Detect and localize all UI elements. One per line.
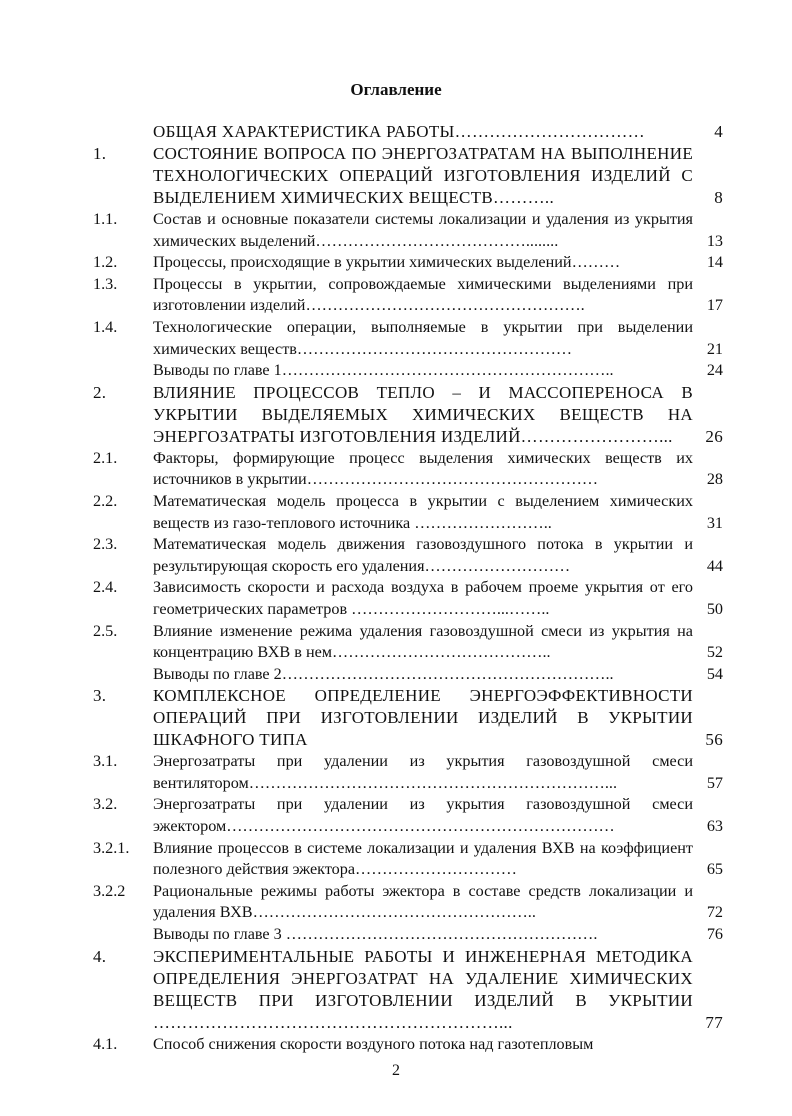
toc-entry-number: 3.2.2 <box>93 881 126 900</box>
page-title: Оглавление <box>350 80 442 99</box>
toc-entry-page: 63 <box>706 817 723 836</box>
toc-entry-number: 1.3. <box>93 274 118 293</box>
toc-entry-page: 13 <box>706 231 723 250</box>
toc-entry <box>93 946 733 1034</box>
toc-entry-number: 4.1. <box>93 1034 118 1053</box>
toc-entry <box>93 751 733 794</box>
toc-entry-number: 1.4. <box>93 317 118 336</box>
toc-entry-number: 2.1. <box>93 448 118 467</box>
toc-entry-page: 72 <box>706 903 723 922</box>
table-of-contents <box>93 121 733 1055</box>
toc-entry <box>93 577 733 620</box>
toc-entry-title: ОБЩАЯ ХАРАКТЕРИСТИКА РАБОТЫ…………………………… <box>153 122 645 141</box>
toc-entry <box>93 360 733 382</box>
toc-entry <box>93 838 733 881</box>
toc-entry-page: 4 <box>714 122 723 141</box>
toc-entry <box>93 317 733 360</box>
toc-entry-title: Математическая модель движения газовоздушного потока в укрытии и результирующая скорость его удаления……………………… <box>153 535 693 575</box>
toc-entry-number: 1.2. <box>93 253 118 272</box>
toc-entry-title: Технологические операции, выполняемые в укрытии при выделении химических веществ…………………………………………… <box>153 317 693 358</box>
toc-entry <box>93 794 733 837</box>
toc-entry <box>93 252 733 274</box>
toc-entry <box>93 382 733 448</box>
toc-entry-page: 28 <box>706 470 723 489</box>
toc-entry-title: Математическая модель процесса в укрытии с выделением химических веществ из газо-теплового источника …………………….. <box>153 491 693 532</box>
toc-entry-title: СОСТОЯНИЕ ВОПРОСА ПО ЭНЕРГОЗАТРАТАМ НА ВЫПОЛНЕНИЕ ТЕХНОЛОГИЧЕСКИХ ОПЕРАЦИЙ ИЗГОТОВЛЕНИЯ ИЗДЕЛИЙ С ВЫДЕЛЕНИЕМ ХИМИЧЕСКИХ ВЕЩЕСТВ……….. <box>153 144 693 207</box>
toc-entry-page: 14 <box>706 253 723 272</box>
toc-entry <box>93 924 733 946</box>
toc-entry <box>93 448 733 491</box>
toc-entry-number: 3. <box>93 686 107 706</box>
toc-entry-title: Энергозатраты при удалении из укрытия газовоздушной смеси эжектором……………………………………………………………… <box>153 795 693 836</box>
toc-entry-number: 4. <box>93 946 107 966</box>
toc-entry-page: 50 <box>706 599 723 618</box>
toc-entry-page: 54 <box>706 664 723 683</box>
toc-entry-page: 77 <box>705 1012 723 1032</box>
toc-entry-number: 3.2.1. <box>93 838 130 857</box>
toc-entry-number: 1. <box>93 144 107 163</box>
toc-entry-number: 3.2. <box>93 795 118 814</box>
toc-entry-page: 21 <box>706 339 723 358</box>
toc-entry <box>93 534 733 577</box>
toc-entry <box>93 209 733 252</box>
toc-entry-page: 44 <box>706 556 723 575</box>
toc-entry-page: 26 <box>705 426 723 446</box>
toc-entry-title: КОМПЛЕКСНОЕ ОПРЕДЕЛЕНИЕ ЭНЕРГОЭФФЕКТИВНОСТИ ОПЕРАЦИЙ ПРИ ИЗГОТОВЛЕНИИ ИЗДЕЛИЙ В УКРЫТИИ ШКАФНОГО ТИПА <box>153 686 693 750</box>
toc-entry-title: Факторы, формирующие процесс выделения химических веществ их источников в укрытии……………………………………………… <box>153 448 693 489</box>
toc-entry-number: 3.1. <box>93 752 118 771</box>
toc-entry-number: 2.4. <box>93 578 118 597</box>
toc-entry-title: Процессы в укрытии, сопровождаемые химическими выделениями при изготовлении изделий……………………………………………. <box>153 274 693 315</box>
toc-entry <box>93 491 733 534</box>
toc-entry <box>93 664 733 686</box>
toc-entry <box>93 1034 733 1056</box>
toc-entry-title: Выводы по главе 1…………………………………………………….. <box>153 361 614 380</box>
toc-entry-number: 2.3. <box>93 535 118 554</box>
toc-entry-title: Влияние процессов в системе локализации и удаления ВХВ на коэффициент полезного действия эжектора………………………… <box>153 838 693 879</box>
toc-entry-page: 52 <box>706 643 723 662</box>
toc-entry <box>93 881 733 924</box>
toc-entry-title: ВЛИЯНИЕ ПРОЦЕССОВ ТЕПЛО – И МАССОПЕРЕНОСА В УКРЫТИИ ВЫДЕЛЯЕМЫХ ХИМИЧЕСКИХ ВЕЩЕСТВ НА ЭНЕРГОЗАТРАТЫ ИЗГОТОВЛЕНИЯ ИЗДЕЛИЙ……………………... <box>153 382 693 446</box>
toc-entry-page: 17 <box>706 296 723 315</box>
toc-entry-title: Рациональные режимы работы эжектора в составе средств локализации и удаления ВХВ…………………………………………….. <box>153 881 693 922</box>
toc-entry-title: Выводы по главе 3 …………………………………………………. <box>153 925 598 944</box>
toc-entry-title: Влияние изменение режима удаления газовоздушной смеси из укрытия на концентрацию ВХВ в нем………………………………….. <box>153 621 693 662</box>
toc-entry <box>93 143 733 209</box>
toc-entry-page: 24 <box>706 361 723 380</box>
toc-entry-page: 57 <box>706 773 723 792</box>
toc-entry-title: Состав и основные показатели системы локализации и удаления из укрытия химических выделений…………………………………........ <box>153 210 693 250</box>
toc-entry <box>93 621 733 664</box>
toc-entry-number: 2.5. <box>93 621 118 640</box>
toc-entry-number: 2. <box>93 382 107 402</box>
toc-entry-number: 1.1. <box>93 210 118 228</box>
toc-entry <box>93 274 733 317</box>
toc-entry-page: 31 <box>706 513 723 532</box>
toc-entry-title: Энергозатраты при удалении из укрытия газовоздушной смеси вентилятором…………………………………………………………... <box>153 752 693 792</box>
toc-entry-number: 2.2. <box>93 491 118 510</box>
toc-entry-title: Процессы, происходящие в укрытии химических выделений……… <box>153 253 621 272</box>
toc-entry-title: ЭКСПЕРИМЕНТАЛЬНЫЕ РАБОТЫ И ИНЖЕНЕРНАЯ МЕТОДИКА ОПРЕДЕЛЕНИЯ ЭНЕРГОЗАТРАТ НА УДАЛЕНИЕ ХИМИЧЕСКИХ ВЕЩЕСТВ ПРИ ИЗГОТОВЛЕНИИ ИЗДЕЛИЙ В УКРЫТИИ ……………………………………………………... <box>153 946 693 1032</box>
toc-entry-page: 56 <box>705 730 723 750</box>
toc-entry-page: 65 <box>706 860 723 879</box>
toc-entry <box>93 685 733 751</box>
toc-entry-title: Зависимость скорости и расхода воздуха в рабочем проеме укрытия от его геометрических параметров ………………………...…….. <box>153 578 693 618</box>
page-number: 2 <box>392 1062 400 1079</box>
toc-entry <box>93 121 733 143</box>
toc-entry-page: 76 <box>706 925 723 944</box>
toc-entry-title: Способ снижения скорости воздуного потока над газотепловым <box>153 1034 594 1053</box>
toc-entry-title: Выводы по главе 2…………………………………………………….. <box>153 664 614 683</box>
toc-entry-page: 8 <box>714 188 723 207</box>
